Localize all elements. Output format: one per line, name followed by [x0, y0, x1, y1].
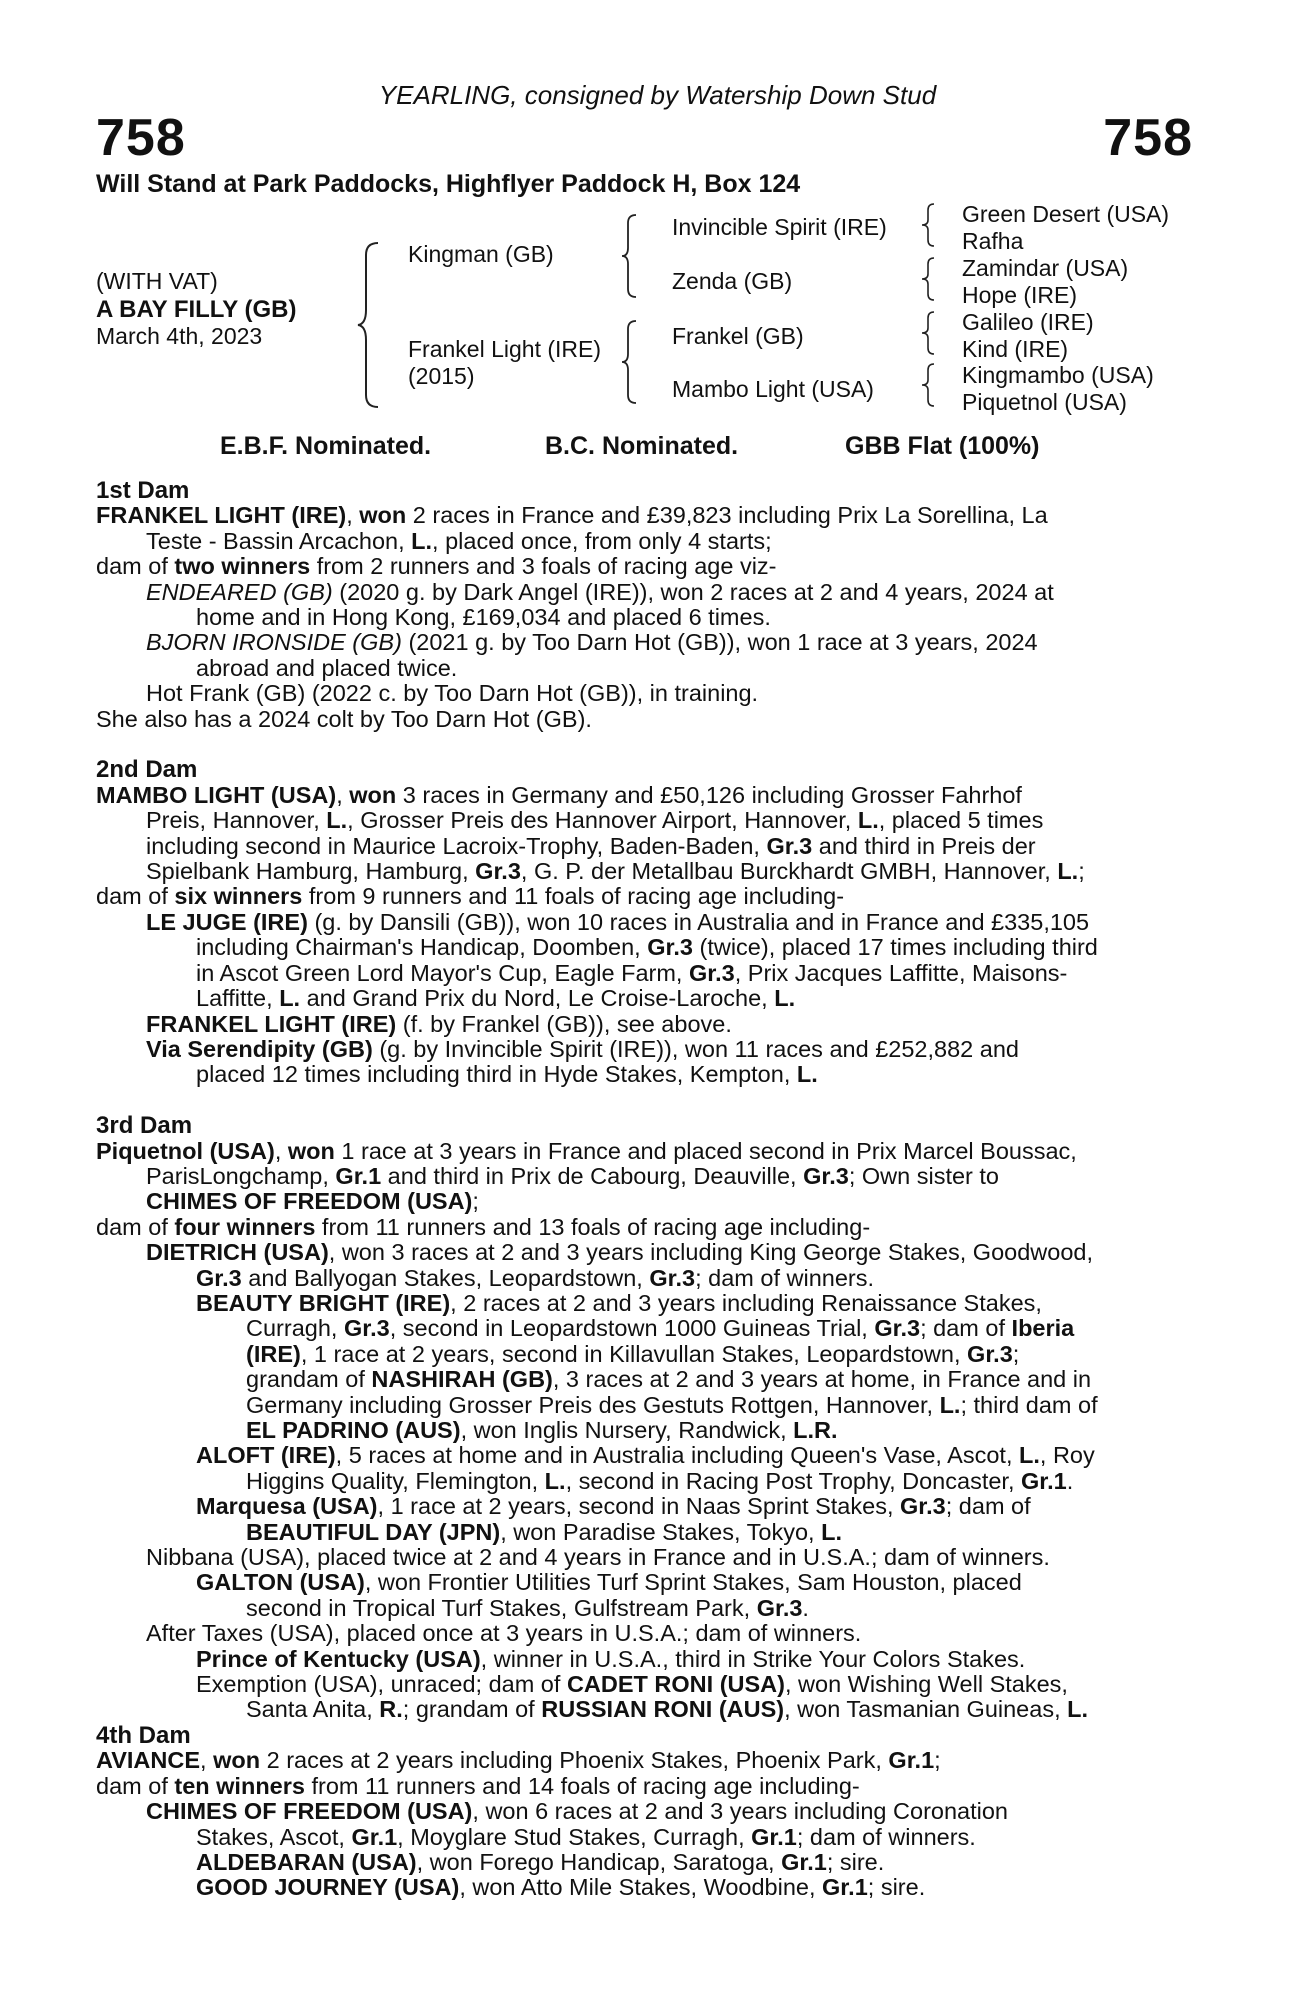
dam3-line: Curragh, Gr.3, second in Leopardstown 1000 Guineas Trial, Gr.3; dam of Iberia	[246, 1315, 1075, 1342]
ped-sdd: Hope (IRE)	[962, 282, 1078, 308]
dam2-line: including second in Maurice Lacroix-Trophy, Baden-Baden, Gr.3 and third in Preis der	[146, 832, 1036, 859]
horse-dob: March 4th, 2023	[96, 323, 263, 349]
dam3-line: CHIMES OF FREEDOM (USA);	[146, 1188, 479, 1215]
lot-number-left: 758	[96, 109, 186, 167]
dam3-line: ALOFT (IRE), 5 races at home and in Australia including Queen's Vase, Ascot, L., Roy	[196, 1442, 1095, 1469]
dam3-line: Prince of Kentucky (USA), winner in U.S.A., third in Strike Your Colors Stakes.	[196, 1645, 1026, 1672]
dam3-line: dam of four winners from 11 runners and 13 foals of racing age including-	[96, 1213, 871, 1240]
dd-brace	[920, 362, 938, 408]
ebf-nomination: E.B.F. Nominated.	[220, 432, 432, 460]
lot-number-right: 758	[1103, 109, 1193, 167]
ped-dss: Galileo (IRE)	[962, 309, 1094, 335]
fourth-dam-heading: 4th Dam	[96, 1721, 191, 1749]
dam3-line: Nibbana (USA), placed twice at 2 and 4 years in France and in U.S.A.; dam of winners.	[146, 1544, 1050, 1571]
dam1-line: home and in Hong Kong, £169,034 and placed 6 times.	[196, 604, 771, 631]
dam4-line: AVIANCE, won 2 races at 2 years including Phoenix Stakes, Phoenix Park, Gr.1;	[96, 1747, 941, 1774]
pedigree-main-brace	[356, 240, 386, 410]
gbb-nomination: GBB Flat (100%)	[845, 432, 1040, 460]
dam3-line: DIETRICH (USA), won 3 races at 2 and 3 years including King George Stakes, Goodwood,	[146, 1239, 1093, 1266]
dam4-line: Stakes, Ascot, Gr.1, Moyglare Stud Stakes, Curragh, Gr.1; dam of winners.	[196, 1823, 976, 1850]
dam3-line: GALTON (USA), won Frontier Utilities Turf Sprint Stakes, Sam Houston, placed	[196, 1569, 1022, 1596]
dam1-line: Teste - Bassin Arcachon, L., placed once, from only 4 starts;	[146, 527, 772, 554]
dam1-line: She also has a 2024 colt by Too Darn Hot (GB).	[96, 705, 592, 732]
dam2-line: Spielbank Hamburg, Hamburg, Gr.3, G. P. der Metallbau Burckhardt GMBH, Hannover, L.;	[146, 858, 1085, 885]
ds-brace	[920, 310, 938, 356]
dam3-line: Higgins Quality, Flemington, L., second in Racing Post Trophy, Doncaster, Gr.1.	[246, 1467, 1074, 1494]
sire-sire: Invincible Spirit (IRE)	[672, 214, 887, 240]
dam-name: Frankel Light (IRE)	[408, 336, 602, 362]
dam3-line: Gr.3 and Ballyogan Stakes, Leopardstown, Gr.3; dam of winners.	[196, 1264, 875, 1291]
ped-ddd: Piquetnol (USA)	[962, 389, 1127, 415]
dam3-line: EL PADRINO (AUS), won Inglis Nursery, Randwick, L.R.	[246, 1417, 838, 1443]
catalogue-body	[96, 478, 1196, 1901]
ss-brace	[920, 202, 938, 248]
dam-dam: Mambo Light (USA)	[672, 376, 874, 402]
dam3-line: grandam of NASHIRAH (GB), 3 races at 2 and 3 years at home, in France and in	[246, 1366, 1092, 1393]
dam2-line: LE JUGE (IRE) (g. by Dansili (GB)), won 10 races in Australia and in France and £335,105	[146, 908, 1090, 935]
dam3-line: Exemption (USA), unraced; dam of CADET RONI (USA), won Wishing Well Stakes,	[196, 1671, 1068, 1698]
first-dam-heading: 1st Dam	[96, 477, 190, 504]
dam1-line: Hot Frank (GB) (2022 c. by Too Darn Hot (GB)), in training.	[146, 680, 759, 707]
dam3-line: Marquesa (USA), 1 race at 2 years, second in Naas Sprint Stakes, Gr.3; dam of	[196, 1493, 1031, 1520]
ped-dsd: Kind (IRE)	[962, 336, 1069, 362]
dam2-line: including Chairman's Handicap, Doomben, Gr.3 (twice), placed 17 times including third	[196, 934, 1098, 961]
dam3-line: Germany including Grosser Preis des Gestuts Rottgen, Hannover, L.; third dam of	[246, 1391, 1098, 1418]
dam2-line: FRANKEL LIGHT (IRE) (f. by Frankel (GB)), see above.	[146, 1010, 732, 1037]
bc-nomination: B.C. Nominated.	[545, 432, 739, 460]
dam3-line: After Taxes (USA), placed once at 3 years in U.S.A.; dam of winners.	[146, 1620, 862, 1647]
dam3-line: (IRE), 1 race at 2 years, second in Killavullan Stakes, Leopardstown, Gr.3;	[246, 1340, 1020, 1367]
dam1-line: FRANKEL LIGHT (IRE), won 2 races in France and £39,823 including Prix La Sorellina, La	[96, 502, 1048, 529]
sire-name: Kingman (GB)	[408, 241, 554, 267]
stand-location: Will Stand at Park Paddocks, Highflyer Paddock H, Box 124	[96, 170, 801, 198]
dam1-line: BJORN IRONSIDE (GB) (2021 g. by Too Darn Hot (GB)), won 1 race at 3 years, 2024	[146, 629, 1038, 656]
dam3-line: BEAUTY BRIGHT (IRE), 2 races at 2 and 3 years including Renaissance Stakes,	[196, 1289, 1042, 1316]
dam-year: (2015)	[408, 363, 475, 389]
sd-brace	[920, 256, 938, 302]
dam4-line: CHIMES OF FREEDOM (USA), won 6 races at 2 and 3 years including Coronation	[146, 1798, 1008, 1825]
dam3-line: Santa Anita, R.; grandam of RUSSIAN RONI (AUS), won Tasmanian Guineas, L.	[246, 1696, 1089, 1723]
ped-sss: Green Desert (USA)	[962, 201, 1170, 227]
dam-brace	[620, 318, 642, 406]
sire-brace	[620, 212, 642, 300]
dam2-line: Preis, Hannover, L., Grosser Preis des Hannover Airport, Hannover, L., placed 5 times	[146, 807, 1044, 834]
horse-name: A BAY FILLY (GB)	[96, 296, 297, 323]
dam4-line: dam of ten winners from 11 runners and 14 foals of racing age including-	[96, 1772, 860, 1799]
dam2-line: placed 12 times including third in Hyde Stakes, Kempton, L.	[196, 1061, 818, 1088]
consignor-line: YEARLING, consigned by Watership Down Stud	[378, 80, 937, 110]
dam4-line: GOOD JOURNEY (USA), won Atto Mile Stakes, Woodbine, Gr.1; sire.	[196, 1874, 926, 1901]
dam-sire: Frankel (GB)	[672, 323, 804, 349]
dam3-line: Piquetnol (USA), won 1 race at 3 years in France and placed second in Prix Marcel Boussac,	[96, 1137, 1077, 1164]
dam2-line: MAMBO LIGHT (USA), won 3 races in Germany and £50,126 including Grosser Fahrhof	[96, 781, 1022, 808]
dam4-line: ALDEBARAN (USA), won Forego Handicap, Saratoga, Gr.1; sire.	[196, 1848, 885, 1875]
dam2-line: dam of six winners from 9 runners and 11 foals of racing age including-	[96, 883, 845, 910]
ped-dds: Kingmambo (USA)	[962, 362, 1154, 388]
dam3-line: second in Tropical Turf Stakes, Gulfstream Park, Gr.3.	[246, 1594, 809, 1621]
dam2-line: Laffitte, L. and Grand Prix du Nord, Le Croise-Laroche, L.	[196, 985, 796, 1012]
second-dam-heading: 2nd Dam	[96, 756, 198, 784]
third-dam-heading: 3rd Dam	[96, 1112, 193, 1140]
dam2-line: in Ascot Green Lord Mayor's Cup, Eagle Farm, Gr.3, Prix Jacques Laffitte, Maisons-	[196, 959, 1068, 986]
dam1-line: abroad and placed twice.	[196, 654, 458, 681]
dam3-line: ParisLongchamp, Gr.1 and third in Prix de Cabourg, Deauville, Gr.3; Own sister to	[146, 1162, 999, 1189]
ped-sds: Zamindar (USA)	[962, 255, 1129, 281]
dam1-line: ENDEARED (GB) (2020 g. by Dark Angel (IRE)), won 2 races at 2 and 4 years, 2024 at	[146, 578, 1054, 605]
dam2-line: Via Serendipity (GB) (g. by Invincible Spirit (IRE)), won 11 races and £252,882 and	[146, 1035, 1019, 1062]
ped-ssd: Rafha	[962, 228, 1024, 254]
sire-dam: Zenda (GB)	[672, 268, 793, 294]
dam1-line: dam of two winners from 2 runners and 3 foals of racing age viz-	[96, 553, 777, 580]
dam3-line: BEAUTIFUL DAY (JPN), won Paradise Stakes, Tokyo, L.	[246, 1518, 842, 1545]
vat-label: (WITH VAT)	[96, 268, 218, 294]
